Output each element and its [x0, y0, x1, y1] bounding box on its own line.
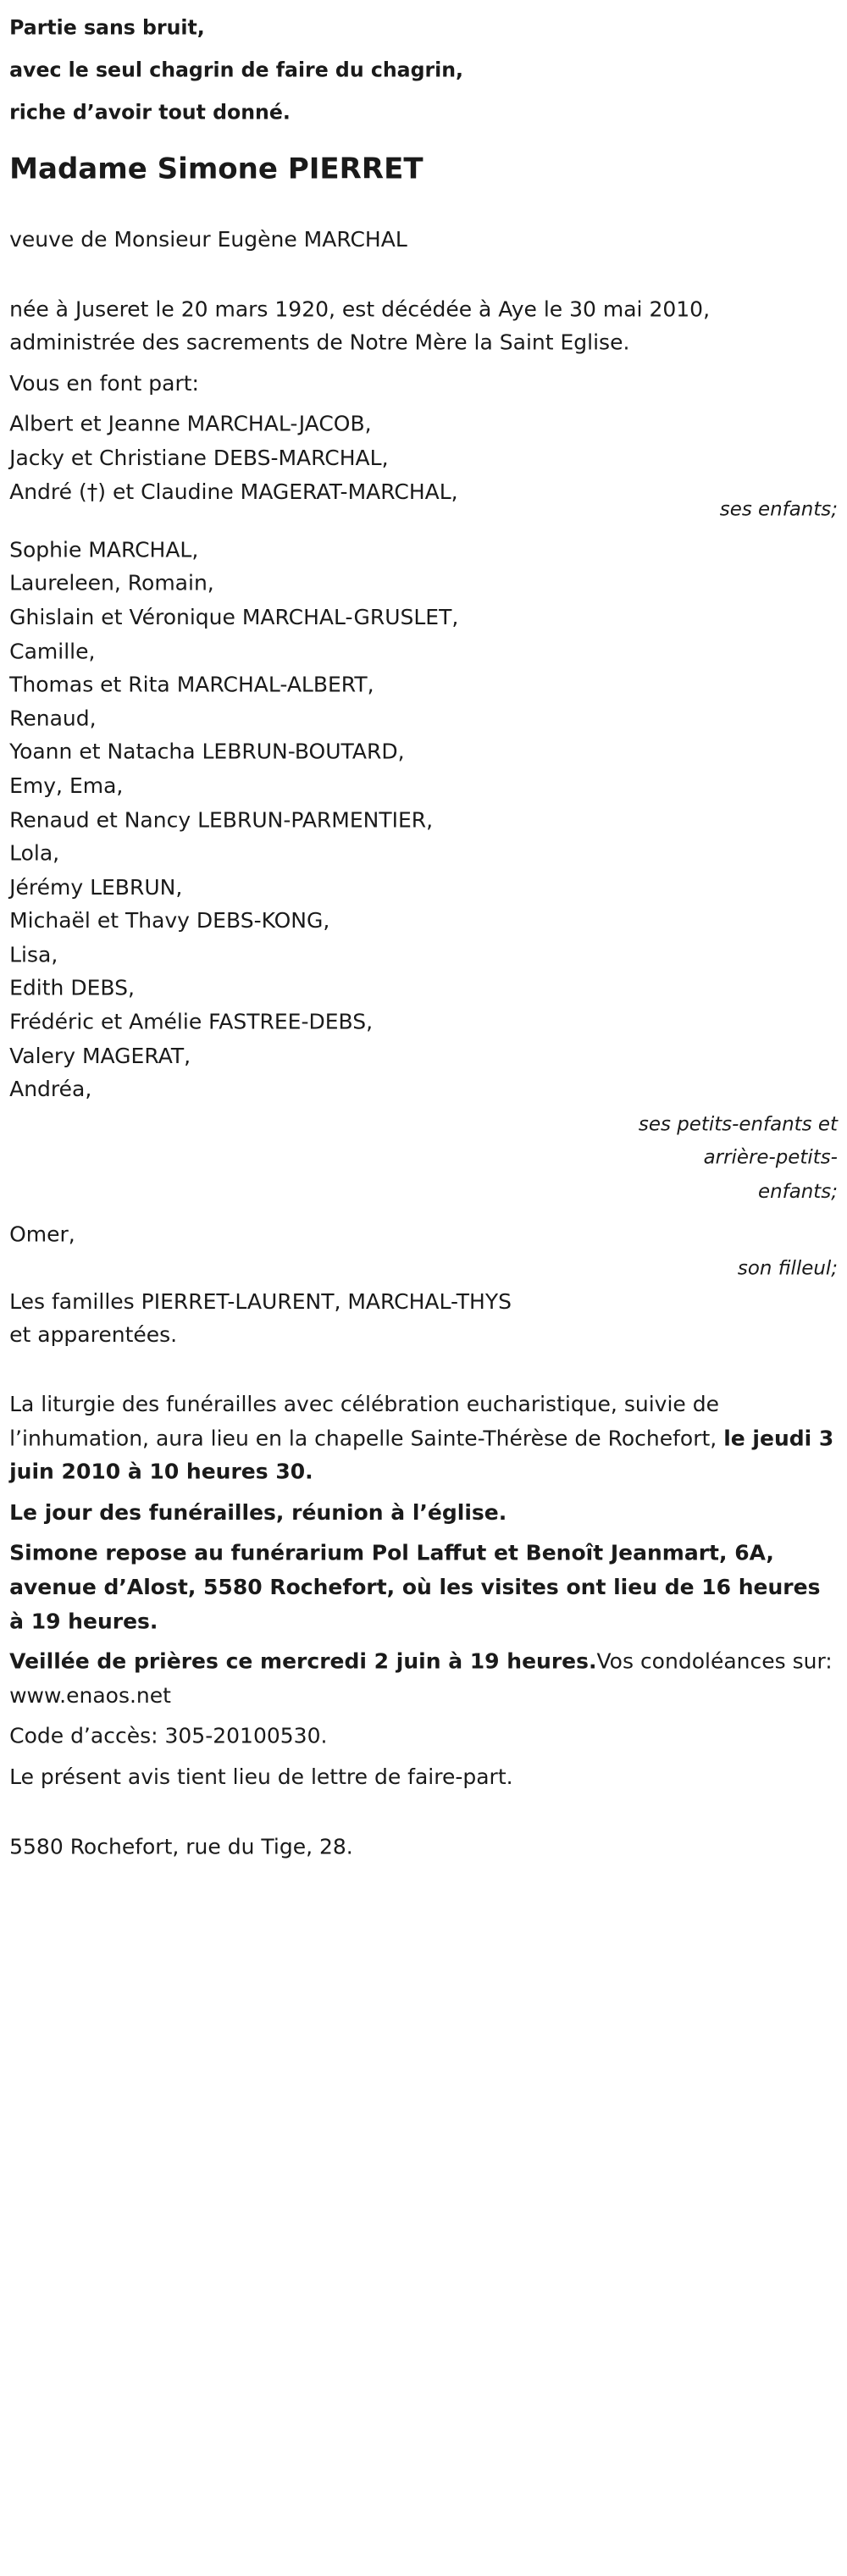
list-item: Camille, [9, 639, 96, 664]
vigil-paragraph [9, 1646, 838, 1714]
godson: Omer, [9, 1222, 75, 1247]
families-line: Les familles PIERRET-LAURENT, MARCHAL-THYS [9, 1289, 512, 1315]
grandchildren-role: ses petits-enfants et arrière-petits-enfants; [638, 1112, 838, 1203]
birth-death-line: administrée des sacrements de Notre Mère la Saint Eglise. [9, 330, 630, 356]
intro-line: riche d’avoir tout donné. [9, 101, 291, 125]
access-code: Code d’accès: 305-20100530. [9, 1724, 328, 1749]
birth-death-line: née à Juseret le 20 mars 1920, est décédée à Aye le 30 mai 2010, [9, 296, 711, 322]
list-item: Albert et Jeanne MARCHAL-JACOB, [9, 412, 372, 437]
list-item: Laureleen, Romain, [9, 571, 214, 596]
list-item: Valery MAGERAT, [9, 1044, 191, 1069]
rest-info: Simone repose au funérarium Pol Laffut et Benoît Jeanmart, 6A, avenue d’Alost, 5580 Rochefort, où les visites ont lieu de 16 heures à 19 heures. [9, 1541, 821, 1634]
obituary-notice [9, 7, 838, 1864]
intro-verse [9, 7, 838, 134]
liturgy-paragraph [9, 1389, 838, 1490]
deceased-name: Madame Simone PIERRET [9, 151, 424, 186]
list-item: Lola, [9, 841, 60, 867]
list-item: Jacky et Christiane DEBS-MARCHAL, [9, 446, 389, 471]
list-item: André (†) et Claudine MAGERAT-MARCHAL, [9, 479, 458, 505]
list-item: Lisa, [9, 942, 58, 968]
liturgy-date: le jeudi 3 juin 2010 à 10 heures 30. [9, 1426, 834, 1485]
notice: Le présent avis tient lieu de lettre de faire-part. [9, 1764, 513, 1791]
list-item: Yoann et Natacha LEBRUN-BOUTARD, [9, 740, 405, 766]
list-item: Renaud, [9, 706, 97, 732]
intro-line: avec le seul chagrin de faire du chagrin, [9, 58, 464, 83]
list-item: Andréa, [9, 1077, 92, 1103]
families-block [9, 1286, 838, 1354]
list-item: Emy, Ema, [9, 773, 124, 799]
meeting-note: Le jour des funérailles, réunion à l’église. [9, 1500, 507, 1526]
vigil-text: Veillée de prières ce mercredi 2 juin à 19 heures. [9, 1649, 597, 1675]
address: 5580 Rochefort, rue du Tige, 28. [9, 1834, 353, 1859]
list-item: Michaël et Thavy DEBS-KONG, [9, 909, 330, 934]
liturgy-text: La liturgie des funérailles avec célébration eucharistique, suivie de l’inhumation, aura lieu en la chapelle Sainte-Thérèse de Rochefort, [9, 1392, 719, 1451]
list-item: Renaud et Nancy LEBRUN-PARMENTIER, [9, 807, 434, 833]
intro-line: Partie sans bruit, [9, 16, 205, 41]
list-item: Edith DEBS, [9, 976, 135, 1001]
list-item: Sophie MARCHAL, [9, 537, 199, 563]
list-item: Jérémy LEBRUN, [9, 875, 183, 900]
godson-role: son filleul; [737, 1256, 838, 1280]
grandchildren-list [9, 535, 838, 1108]
widow-of: veuve de Monsieur Eugène MARCHAL [9, 227, 407, 253]
list-item: Thomas et Rita MARCHAL-ALBERT, [9, 673, 374, 698]
list-item: Frédéric et Amélie FASTREE-DEBS, [9, 1010, 374, 1035]
families-line: et apparentées. [9, 1323, 178, 1349]
announce: Vous en font part: [9, 371, 199, 396]
list-item: Ghislain et Véronique MARCHAL-GRUSLET, [9, 605, 459, 630]
condolences-text: Vos condoléances sur: www.enaos.net [9, 1649, 833, 1709]
children-role: ses enfants; [719, 498, 838, 521]
birth-death-block [9, 293, 838, 361]
